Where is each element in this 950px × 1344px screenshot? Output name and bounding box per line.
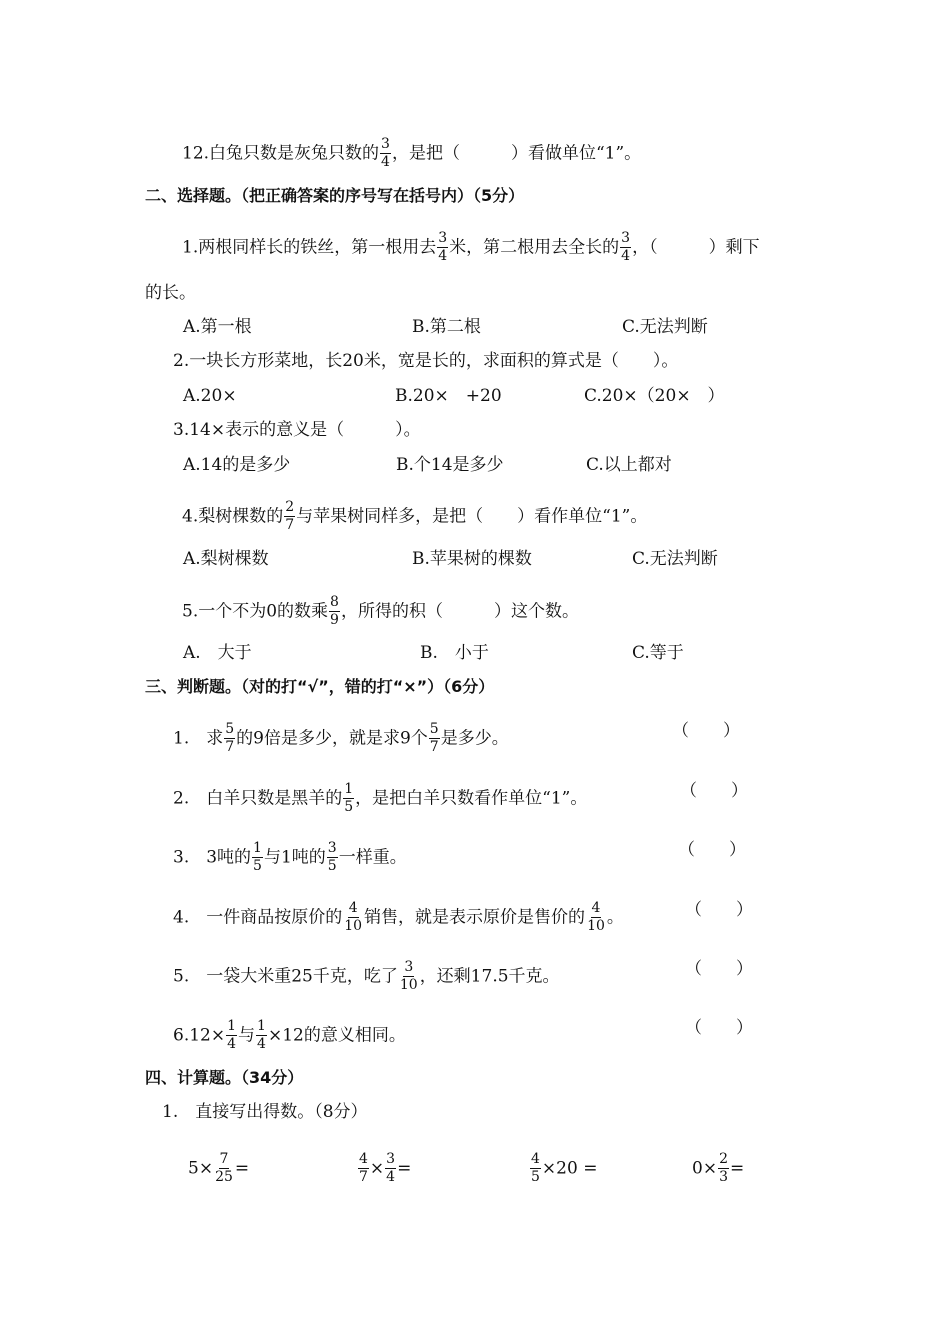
q4-option-b: B.苹果树的棵数: [412, 549, 532, 569]
q1-option-a: A.第一根: [183, 317, 252, 337]
choice-question-3: 3.14×表示的意义是（ ）。: [173, 420, 421, 440]
answer-paren-1[interactable]: （ ）: [672, 721, 740, 741]
answer-paren-2[interactable]: （ ）: [680, 781, 748, 801]
choice-question-4: 4.梨树棵数的 $\frac{2}{7}$ 与苹果树同样多，是把（ ）看作单位“1”。: [182, 499, 648, 533]
answer-paren-4[interactable]: （ ）: [685, 900, 753, 920]
fraction: $\frac{3}{5}$: [327, 840, 337, 874]
fraction: $\frac{8}{9}$: [330, 594, 339, 628]
calc-item-3: $\frac{4}{5}$ ×20 =: [531, 1151, 598, 1185]
fraction: $\frac{1}{5}$: [253, 840, 262, 874]
fraction: $\frac{2}{7}$: [285, 499, 295, 533]
choice-question-1: 1.两根同样长的铁丝，第一根用去 $\frac{3}{4}$ 米，第二根用去全长的 $\frac{3}{4}$ ，（ ）剩下: [182, 230, 760, 264]
fraction: $\frac{3}{4}$: [386, 1151, 396, 1185]
choice-question-2: 2.一块长方形菜地，长20米，宽是长的，求面积的算式是（ ）。: [173, 351, 679, 371]
q4-option-c: C.无法判断: [632, 549, 718, 569]
judge-1: 1. 求 $\frac{5}{7}$ 的9倍是多少，就是求9个 $\frac{5}{7}$ 是多少。: [173, 721, 509, 755]
fraction: $\frac{4}{5}$: [531, 1151, 540, 1185]
q4-option-a: A.梨树棵数: [183, 549, 269, 569]
fraction: $\frac{1}{4}$: [227, 1018, 237, 1052]
q1-option-c: C.无法判断: [622, 317, 708, 337]
judge-6: 6.12× $\frac{1}{4}$ 与 $\frac{1}{4}$ ×12的意义相同。: [173, 1018, 406, 1052]
fraction: $\frac{3}{4}$: [621, 230, 631, 264]
judge-3: 3. 3吨的 $\frac{1}{5}$ 与1吨的 $\frac{3}{5}$ 一样重。: [173, 840, 407, 874]
answer-paren-6[interactable]: （ ）: [685, 1018, 753, 1038]
fraction: $\frac{4}{7}$: [359, 1151, 368, 1185]
q3-option-a: A.14的是多少: [183, 455, 291, 475]
question-12: 12.白兔只数是灰兔只数的 $\frac{3}{4}$ ，是把（ ）看做单位“1”。: [182, 136, 642, 170]
q3-option-b: B.个14是多少: [396, 455, 504, 475]
fraction: $\frac{2}{3}$: [719, 1151, 728, 1185]
choice-question-1-cont: 的长。: [145, 283, 196, 303]
answer-paren-3[interactable]: （ ）: [678, 840, 746, 860]
calc-subtitle-1: 1. 直接写出得数。（8分）: [162, 1102, 368, 1122]
judge-4: 4. 一件商品按原价的 $\frac{4}{10}$ 销售，就是表示原价是售价的 $\frac{4}{10}$ 。: [173, 900, 624, 934]
fraction: $\frac{3}{4}$: [438, 230, 448, 264]
judge-2: 2. 白羊只数是黑羊的 $\frac{1}{5}$ ，是把白羊只数看作单位“1”。: [173, 781, 588, 815]
calc-item-1: 5× $\frac{7}{25}$ =: [188, 1151, 250, 1185]
fraction: $\frac{7}{25}$: [215, 1151, 233, 1185]
calc-item-2: $\frac{4}{7}$ × $\frac{3}{4}$ =: [359, 1151, 412, 1185]
q2-option-c: C.20×（20× ）: [584, 386, 725, 406]
q3-option-c: C.以上都对: [586, 455, 672, 475]
choice-question-5: 5.一个不为0的数乘 $\frac{8}{9}$ ，所得的积（ ）这个数。: [182, 594, 579, 628]
answer-paren-5[interactable]: （ ）: [685, 959, 753, 979]
fraction: $\frac{3}{4}$: [381, 136, 390, 170]
fraction: $\frac{1}{4}$: [257, 1018, 266, 1052]
q5-option-b: B. 小于: [420, 643, 489, 663]
q2-option-a: A.20×: [183, 386, 237, 406]
q1-option-b: B.第二根: [412, 317, 481, 337]
fraction: $\frac{4}{10}$: [587, 900, 605, 934]
section-4-title: 四、计算题。（34分）: [145, 1068, 304, 1087]
judge-5: 5. 一袋大米重25千克，吃了 $\frac{3}{10}$ ，还剩17.5千克。: [173, 959, 560, 993]
q5-option-c: C.等于: [632, 643, 684, 663]
fraction: $\frac{5}{7}$: [429, 721, 439, 755]
section-3-title: 三、判断题。（对的打“√”，错的打“×”）（6分）: [145, 677, 495, 696]
fraction: $\frac{3}{10}$: [399, 959, 418, 993]
section-2-title: 二、选择题。（把正确答案的序号写在括号内）（5分）: [145, 186, 525, 205]
fraction: $\frac{4}{10}$: [344, 900, 363, 934]
fraction: $\frac{5}{7}$: [225, 721, 235, 755]
calc-item-4: 0× $\frac{2}{3}$ =: [692, 1151, 745, 1185]
fraction: $\frac{1}{5}$: [344, 781, 354, 815]
q2-option-b: B.20× +20: [395, 386, 502, 406]
q5-option-a: A. 大于: [183, 643, 252, 663]
